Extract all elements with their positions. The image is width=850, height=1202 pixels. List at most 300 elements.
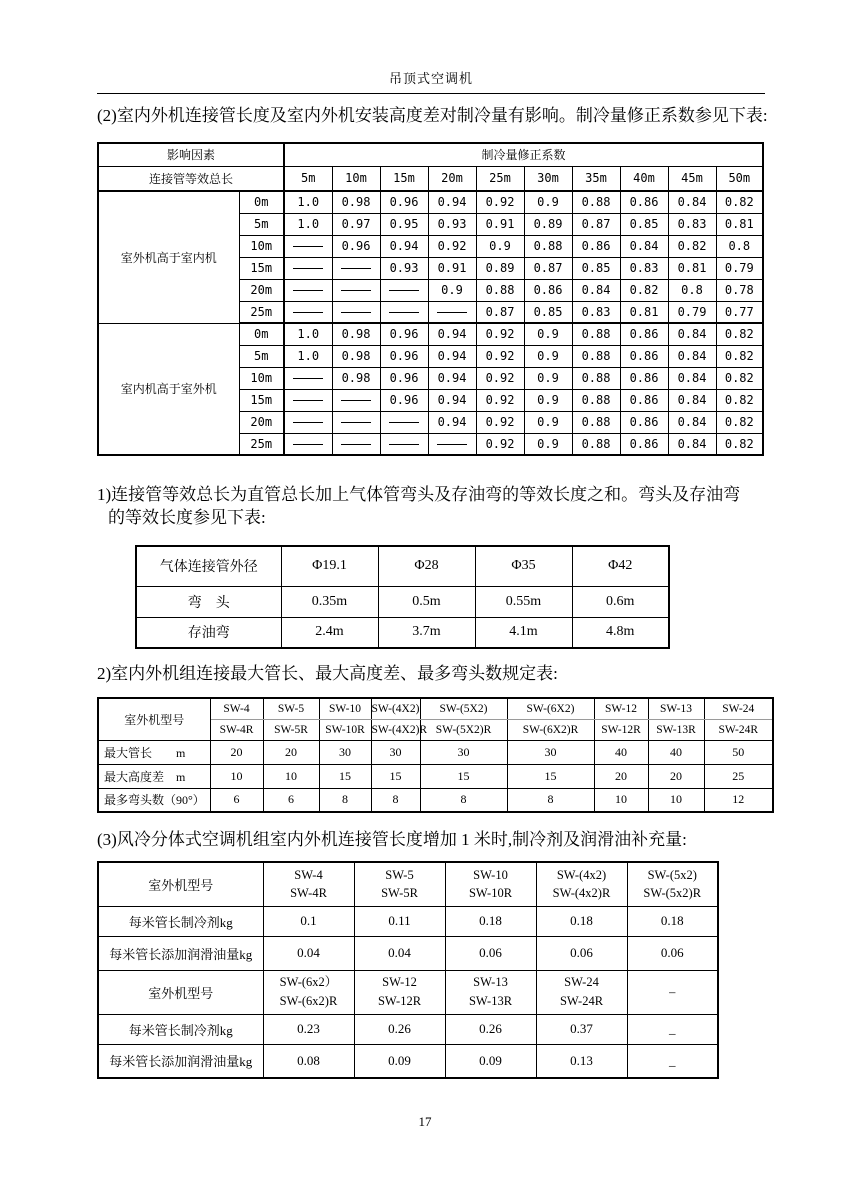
model-name-line: SW-(6x2） xyxy=(279,975,338,990)
coeff-value: 0.84 xyxy=(668,367,716,389)
coeff-value: 0.82 xyxy=(716,389,763,411)
table-row xyxy=(98,698,773,719)
dash-line xyxy=(293,378,323,380)
row-label: 存油弯 xyxy=(136,617,281,648)
coeff-value: 0.86 xyxy=(620,345,668,367)
correction-table xyxy=(97,142,764,456)
charge-value: _ xyxy=(627,1044,718,1078)
height-diff-label: 0m xyxy=(239,323,284,345)
coeff-value: 0.9 xyxy=(524,323,572,345)
coeff-value-empty xyxy=(284,235,332,257)
coeff-value: 0.79 xyxy=(668,301,716,323)
model-name xyxy=(627,862,718,906)
page-number: 17 xyxy=(418,1114,432,1129)
cell-value: 4.1m xyxy=(475,617,572,648)
coeff-value-empty xyxy=(332,301,380,323)
equivalent-length-table xyxy=(135,545,670,649)
coeff-value: 0.92 xyxy=(476,191,524,213)
dash-line xyxy=(389,290,419,292)
pipe-length-column: 45m xyxy=(668,166,716,191)
height-diff-label: 10m xyxy=(239,235,284,257)
coeff-value: 1.0 xyxy=(284,191,332,213)
height-diff-label: 5m xyxy=(239,213,284,235)
dash-line xyxy=(437,444,467,446)
charge-value: 0.18 xyxy=(536,906,627,936)
coeff-value: 0.92 xyxy=(476,323,524,345)
coeff-value: 0.84 xyxy=(668,323,716,345)
model-name xyxy=(445,970,536,1014)
coeff-value-empty xyxy=(380,301,428,323)
paragraph-connection-length: (2)室内外机连接管长度及室内外机安装高度差对制冷量有影响。制冷量修正系数参见下表: xyxy=(97,106,768,125)
coeff-value: 0.98 xyxy=(332,323,380,345)
coeff-value: 0.9 xyxy=(524,411,572,433)
model-header: 室外机型号 xyxy=(98,862,263,906)
coeff-value: 0.98 xyxy=(332,345,380,367)
model-name-line: SW-13R xyxy=(468,994,513,1008)
coeff-value: 0.88 xyxy=(572,433,620,455)
limit-value: 30 xyxy=(319,740,371,764)
coeff-value: 0.81 xyxy=(620,301,668,323)
coeff-value-empty xyxy=(284,279,332,301)
coeff-value: 0.98 xyxy=(332,191,380,213)
cell-value: Φ35 xyxy=(475,546,572,586)
row-label: 弯 头 xyxy=(136,586,281,617)
coeff-value: 0.88 xyxy=(572,389,620,411)
coeff-value-empty xyxy=(284,411,332,433)
model-name: SW-24 xyxy=(704,698,773,719)
coeff-value: 0.94 xyxy=(428,323,476,345)
pipe-length-column: 20m xyxy=(428,166,476,191)
model-name-line: SW-24R xyxy=(559,994,604,1008)
model-name xyxy=(445,862,536,906)
pipe-length-column: 5m xyxy=(284,166,332,191)
coeff-value: 0.84 xyxy=(668,411,716,433)
model-name: SW-12R xyxy=(594,719,648,740)
coeff-value: 0.94 xyxy=(428,411,476,433)
coeff-value: 0.83 xyxy=(668,213,716,235)
group-label: 室外机高于室内机 xyxy=(98,191,239,323)
dash-line xyxy=(437,312,467,314)
coeff-value: 0.82 xyxy=(716,191,763,213)
model-name-line: SW-5 xyxy=(385,867,414,882)
coeff-value: 0.88 xyxy=(572,323,620,345)
coeff-value: 0.85 xyxy=(572,257,620,279)
charge-label: 每米管长制冷剂kg xyxy=(98,906,263,936)
model-name-line: SW-4 xyxy=(294,867,323,882)
coeff-value: 0.97 xyxy=(332,213,380,235)
coeff-value-empty xyxy=(284,389,332,411)
dash-line xyxy=(293,422,323,424)
pipe-length-column: 50m xyxy=(716,166,763,191)
limit-value: 8 xyxy=(420,788,507,812)
coeff-value: 0.86 xyxy=(524,279,572,301)
limit-value: 10 xyxy=(594,788,648,812)
coeff-value: 0.96 xyxy=(380,323,428,345)
dash-line xyxy=(341,312,371,314)
limits-table-body xyxy=(98,698,773,812)
charge-value: 0.26 xyxy=(354,1014,445,1044)
height-diff-label: 20m xyxy=(239,411,284,433)
charge-label: 每米管长制冷剂kg xyxy=(98,1014,263,1044)
table-row xyxy=(136,617,669,648)
coeff-value: 0.92 xyxy=(476,367,524,389)
coeff-value: 0.86 xyxy=(620,191,668,213)
coeff-value-empty xyxy=(284,257,332,279)
table-row xyxy=(136,586,669,617)
coeff-value: 0.8 xyxy=(716,235,763,257)
cell-value: 3.7m xyxy=(378,617,475,648)
charge-value: _ xyxy=(627,1014,718,1044)
table-row xyxy=(98,788,773,812)
table-row xyxy=(98,166,763,191)
model-name-line: – xyxy=(669,984,676,999)
coeff-value: 0.94 xyxy=(428,389,476,411)
height-diff-label: 10m xyxy=(239,367,284,389)
limit-value: 40 xyxy=(648,740,704,764)
coeff-value-empty xyxy=(284,433,332,455)
coeff-value-empty xyxy=(332,389,380,411)
dash-line xyxy=(389,444,419,446)
coeff-value: 0.86 xyxy=(620,411,668,433)
limit-value: 30 xyxy=(371,740,420,764)
coeff-value: 0.94 xyxy=(380,235,428,257)
coeff-value-empty xyxy=(428,433,476,455)
charge-value: 0.23 xyxy=(263,1014,354,1044)
coeff-value: 0.88 xyxy=(572,411,620,433)
paragraph-note-equivalent-length xyxy=(97,483,765,529)
limit-label: 最多弯头数（90°） xyxy=(98,788,210,812)
coeff-value: 0.82 xyxy=(716,323,763,345)
limit-value: 30 xyxy=(420,740,507,764)
table-row xyxy=(98,970,718,1014)
model-name: SW-(6X2)R xyxy=(507,719,594,740)
model-name: SW-12 xyxy=(594,698,648,719)
coeff-value: 0.9 xyxy=(524,433,572,455)
model-name: SW-5R xyxy=(263,719,319,740)
coeff-value: 0.89 xyxy=(524,213,572,235)
pipe-length-column: 40m xyxy=(620,166,668,191)
coeff-value: 0.85 xyxy=(524,301,572,323)
table-row xyxy=(98,862,718,906)
cell-value: Φ42 xyxy=(572,546,669,586)
coeff-value: 0.96 xyxy=(380,367,428,389)
coeff-value: 0.92 xyxy=(476,411,524,433)
limit-label: 最大高度差 m xyxy=(98,764,210,788)
model-name: SW-(5X2) xyxy=(420,698,507,719)
coeff-value: 0.94 xyxy=(428,367,476,389)
table-row xyxy=(98,143,763,166)
model-name: SW-13 xyxy=(648,698,704,719)
group-label: 室内机高于室外机 xyxy=(98,323,239,455)
table-row xyxy=(98,906,718,936)
header-rule xyxy=(97,93,765,94)
limit-value: 20 xyxy=(210,740,263,764)
table-row xyxy=(98,1014,718,1044)
limit-value: 15 xyxy=(371,764,420,788)
limit-value: 15 xyxy=(507,764,594,788)
coeff-value: 0.98 xyxy=(332,367,380,389)
limit-value: 25 xyxy=(704,764,773,788)
coeff-value-empty xyxy=(380,279,428,301)
coeff-value: 0.86 xyxy=(620,389,668,411)
running-header-title: 吊顶式空调机 xyxy=(388,71,473,86)
coeff-value: 0.82 xyxy=(716,433,763,455)
limit-value: 10 xyxy=(263,764,319,788)
limits-table xyxy=(97,697,774,813)
coeff-value-empty xyxy=(284,301,332,323)
charge-value: 0.1 xyxy=(263,906,354,936)
model-name: SW-(5X2)R xyxy=(420,719,507,740)
charge-value: 0.11 xyxy=(354,906,445,936)
coeff-value: 0.84 xyxy=(668,389,716,411)
pipe-length-column: 15m xyxy=(380,166,428,191)
coeff-value: 0.88 xyxy=(572,367,620,389)
coeff-value: 0.87 xyxy=(572,213,620,235)
charge-value: 0.18 xyxy=(445,906,536,936)
charge-value: 0.26 xyxy=(445,1014,536,1044)
coeff-value: 0.92 xyxy=(476,389,524,411)
model-name: SW-10 xyxy=(319,698,371,719)
model-name: SW-4R xyxy=(210,719,263,740)
coeff-value: 1.0 xyxy=(284,213,332,235)
dash-line xyxy=(341,422,371,424)
coeff-value: 0.88 xyxy=(524,235,572,257)
limit-value: 20 xyxy=(263,740,319,764)
limit-value: 10 xyxy=(210,764,263,788)
model-name: SW-4 xyxy=(210,698,263,719)
limit-value: 8 xyxy=(507,788,594,812)
table-row xyxy=(98,191,763,213)
height-diff-label: 25m xyxy=(239,301,284,323)
model-name: SW-(4X2) xyxy=(371,698,420,719)
model-name-line: SW-24 xyxy=(564,975,599,990)
dash-line xyxy=(341,444,371,446)
table-row xyxy=(98,1044,718,1078)
model-name xyxy=(354,970,445,1014)
coeff-value: 0.89 xyxy=(476,257,524,279)
coeff-value: 0.77 xyxy=(716,301,763,323)
table-row xyxy=(98,764,773,788)
cell-value: 0.55m xyxy=(475,586,572,617)
charge-table-body xyxy=(98,862,718,1078)
charge-value: 0.06 xyxy=(627,936,718,970)
model-name-line: SW-12 xyxy=(382,975,417,990)
model-name-line: SW-4R xyxy=(290,886,327,901)
height-diff-label: 20m xyxy=(239,279,284,301)
coeff-value-empty xyxy=(380,411,428,433)
model-name: SW-13R xyxy=(648,719,704,740)
page-content xyxy=(97,0,768,1079)
limit-value: 40 xyxy=(594,740,648,764)
coeff-value-empty xyxy=(380,433,428,455)
coeff-value: 0.9 xyxy=(524,367,572,389)
model-header: 室外机型号 xyxy=(98,698,210,740)
model-name-line: SW-5R xyxy=(381,886,418,901)
model-name-line: SW-(5x2)R xyxy=(643,886,702,901)
model-name: SW-10R xyxy=(319,719,371,740)
cell-value: 4.8m xyxy=(572,617,669,648)
dash-line xyxy=(293,290,323,292)
coeff-value: 0.95 xyxy=(380,213,428,235)
coeff-value: 0.87 xyxy=(524,257,572,279)
coeff-header: 制冷量修正系数 xyxy=(284,143,763,166)
coeff-value: 0.9 xyxy=(524,345,572,367)
coeff-value: 0.78 xyxy=(716,279,763,301)
model-header: 室外机型号 xyxy=(98,970,263,1014)
coeff-value-empty xyxy=(284,367,332,389)
charge-value: 0.37 xyxy=(536,1014,627,1044)
coeff-value: 0.87 xyxy=(476,301,524,323)
model-name xyxy=(536,862,627,906)
running-header xyxy=(97,68,765,87)
coeff-value: 0.85 xyxy=(620,213,668,235)
paragraph-charge: (3)风冷分体式空调机组室内外机连接管长度增加 1 米时,制冷剂及润滑油补充量: xyxy=(97,830,687,849)
limit-value: 8 xyxy=(319,788,371,812)
height-diff-label: 15m xyxy=(239,389,284,411)
charge-value: 0.18 xyxy=(627,906,718,936)
length-header: 连接管等效总长 xyxy=(98,166,284,191)
charge-value: 0.09 xyxy=(354,1044,445,1078)
coeff-value: 0.82 xyxy=(620,279,668,301)
table-row xyxy=(98,323,763,345)
limit-value: 12 xyxy=(704,788,773,812)
model-name: SW-(6X2) xyxy=(507,698,594,719)
coeff-value: 0.94 xyxy=(428,345,476,367)
limit-value: 6 xyxy=(210,788,263,812)
model-name-line: SW-13 xyxy=(473,975,508,990)
model-name xyxy=(627,970,718,1014)
pipe-length-column: 30m xyxy=(524,166,572,191)
height-diff-label: 25m xyxy=(239,433,284,455)
limit-value: 30 xyxy=(507,740,594,764)
coeff-value: 0.84 xyxy=(668,433,716,455)
cell-value: Φ19.1 xyxy=(281,546,378,586)
coeff-value-empty xyxy=(428,301,476,323)
height-diff-label: 5m xyxy=(239,345,284,367)
height-diff-label: 0m xyxy=(239,191,284,213)
dash-line xyxy=(293,400,323,402)
coeff-value: 0.93 xyxy=(428,213,476,235)
model-name-line: SW-10R xyxy=(468,886,513,901)
charge-value: 0.06 xyxy=(445,936,536,970)
coeff-value: 0.88 xyxy=(572,345,620,367)
coeff-value: 0.88 xyxy=(476,279,524,301)
coeff-value: 0.86 xyxy=(620,323,668,345)
limit-label: 最大管长 m xyxy=(98,740,210,764)
model-name-line: SW-(4x2) xyxy=(556,867,607,882)
charge-value: 0.06 xyxy=(536,936,627,970)
coeff-value: 0.96 xyxy=(380,345,428,367)
coeff-value: 0.81 xyxy=(668,257,716,279)
coeff-value: 0.84 xyxy=(620,235,668,257)
cell-value: 0.6m xyxy=(572,586,669,617)
coeff-value: 0.86 xyxy=(620,367,668,389)
table-row xyxy=(136,546,669,586)
dash-line xyxy=(293,246,323,248)
table-row xyxy=(98,740,773,764)
coeff-value: 0.83 xyxy=(620,257,668,279)
coeff-value: 0.92 xyxy=(476,433,524,455)
charge-label: 每米管长添加润滑油量kg xyxy=(98,936,263,970)
coeff-value: 0.84 xyxy=(668,191,716,213)
dash-line xyxy=(341,268,371,270)
coeff-value: 0.82 xyxy=(716,345,763,367)
table-row xyxy=(98,936,718,970)
dash-line xyxy=(293,312,323,314)
cell-value: 2.4m xyxy=(281,617,378,648)
coeff-value: 0.83 xyxy=(572,301,620,323)
model-name xyxy=(354,862,445,906)
dash-line xyxy=(389,312,419,314)
limit-value: 15 xyxy=(319,764,371,788)
coeff-value: 0.84 xyxy=(572,279,620,301)
coeff-value: 0.96 xyxy=(380,191,428,213)
limit-value: 6 xyxy=(263,788,319,812)
cell-value: Φ28 xyxy=(378,546,475,586)
dash-line xyxy=(389,422,419,424)
charge-value: 0.09 xyxy=(445,1044,536,1078)
charge-value: 0.13 xyxy=(536,1044,627,1078)
limit-value: 15 xyxy=(420,764,507,788)
pipe-length-column: 10m xyxy=(332,166,380,191)
coeff-value: 0.84 xyxy=(668,345,716,367)
model-name-line: SW-(4x2)R xyxy=(552,886,611,901)
paragraph-note-limits: 2)室内外机组连接最大管长、最大高度差、最多弯头数规定表: xyxy=(97,664,558,683)
coeff-value: 0.9 xyxy=(524,191,572,213)
model-name: SW-5 xyxy=(263,698,319,719)
coeff-value: 0.9 xyxy=(476,235,524,257)
coeff-value: 0.88 xyxy=(572,191,620,213)
coeff-value: 1.0 xyxy=(284,345,332,367)
coeff-value: 0.94 xyxy=(428,191,476,213)
charge-value: 0.04 xyxy=(354,936,445,970)
coeff-value: 0.92 xyxy=(476,345,524,367)
coeff-value: 0.82 xyxy=(668,235,716,257)
coeff-value-empty xyxy=(332,279,380,301)
coeff-value: 0.82 xyxy=(716,411,763,433)
coeff-value: 0.8 xyxy=(668,279,716,301)
model-name-line: SW-(6x2)R xyxy=(279,994,338,1008)
pipe-length-column: 35m xyxy=(572,166,620,191)
coeff-value: 0.9 xyxy=(524,389,572,411)
cell-value: 0.35m xyxy=(281,586,378,617)
note1-line2: 的等效长度参见下表: xyxy=(108,508,266,527)
pipe-length-column: 25m xyxy=(476,166,524,191)
note1-line1: 1)连接管等效总长为直管总长加上气体管弯头及存油弯的等效长度之和。弯头及存油弯 xyxy=(97,485,741,504)
dash-line xyxy=(341,400,371,402)
model-name: SW-24R xyxy=(704,719,773,740)
coeff-value: 0.82 xyxy=(716,367,763,389)
dash-line xyxy=(293,268,323,270)
charge-value: 0.04 xyxy=(263,936,354,970)
charge-label: 每米管长添加润滑油量kg xyxy=(98,1044,263,1078)
limit-value: 20 xyxy=(648,764,704,788)
dash-line xyxy=(293,444,323,446)
coeff-value-empty xyxy=(332,433,380,455)
coeff-value: 1.0 xyxy=(284,323,332,345)
equivalent-length-table-body xyxy=(136,546,669,648)
model-name xyxy=(536,970,627,1014)
coeff-value: 0.96 xyxy=(380,389,428,411)
model-name-line: SW-(5x2) xyxy=(647,867,697,882)
charge-table xyxy=(97,861,719,1079)
model-name xyxy=(263,970,354,1014)
coeff-value: 0.96 xyxy=(332,235,380,257)
row-label: 气体连接管外径 xyxy=(136,546,281,586)
coeff-value: 0.79 xyxy=(716,257,763,279)
coeff-value: 0.86 xyxy=(572,235,620,257)
charge-value: 0.08 xyxy=(263,1044,354,1078)
